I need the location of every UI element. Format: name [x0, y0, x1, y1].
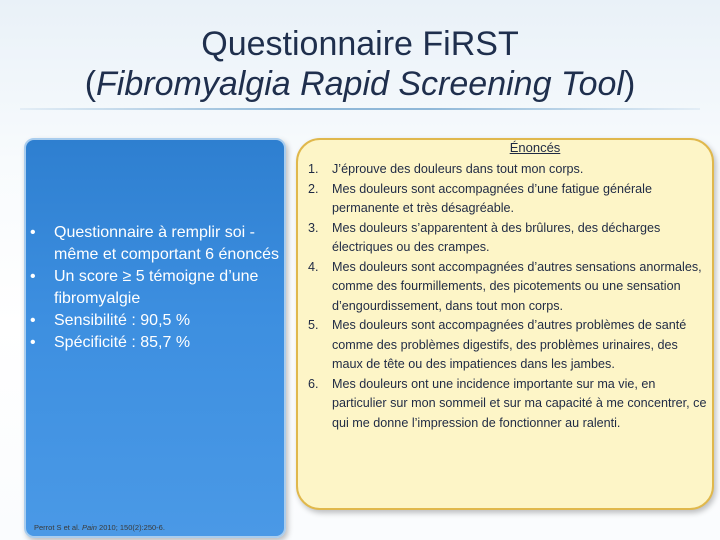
- bullet-item: [30, 310, 280, 332]
- statement-text: Mes douleurs sont accompagnées d’autres sensations anormales, comme des fourmillements, des picotements ou une sensation d’engourdissement, dans tout mon corps.: [332, 259, 702, 313]
- title-subtitle: Fibromyalgia Rapid Screening Tool: [96, 65, 624, 103]
- statement-text: Mes douleurs sont accompagnées d’autres problèmes de santé comme des problèmes digestifs, des problèmes urinaires, des maux de tête ou des impatiences dans les jambes.: [332, 318, 687, 371]
- bullet-text: Questionnaire à remplir soi -même et comportant 6 énoncés: [54, 224, 280, 263]
- bullet-text: Sensibilité : 90,5 %: [54, 312, 191, 329]
- statement-number: 4.: [308, 259, 319, 274]
- statements-list: [308, 160, 708, 433]
- statement-number: 2.: [308, 181, 319, 196]
- statements-heading: Énoncés: [509, 140, 561, 155]
- summary-bullet-list: [30, 222, 280, 354]
- bullet-icon: •: [30, 268, 36, 285]
- citation-details: 2010; 150(2):250-6.: [96, 523, 165, 532]
- slide-title: [0, 24, 720, 104]
- bullet-item: [30, 266, 280, 310]
- title-line-2: [0, 64, 720, 104]
- title-line-1: Questionnaire FiRST: [201, 25, 519, 63]
- bullet-icon: •: [30, 312, 36, 329]
- bullet-text: Un score ≥ 5 témoigne d’une fibromyalgie: [54, 268, 259, 307]
- statement-number: 3.: [308, 220, 319, 235]
- bullet-icon: •: [30, 224, 36, 241]
- citation-authors: Perrot S et al.: [34, 523, 82, 532]
- statement-number: 5.: [308, 318, 319, 332]
- statement-number: 1.: [308, 162, 319, 176]
- citation-journal: Pain: [81, 523, 97, 532]
- statement-number: 6.: [308, 376, 319, 391]
- statement-item: [308, 316, 708, 375]
- citation: [34, 523, 165, 532]
- statement-item: [308, 219, 708, 258]
- bullet-text: Spécificité : 85,7 %: [54, 334, 191, 351]
- statement-item: [308, 160, 708, 180]
- statement-text: Mes douleurs sont accompagnées d’une fatigue générale permanente et très désagréable.: [332, 181, 652, 215]
- statement-item: [308, 258, 708, 317]
- statement-text: Mes douleurs s’apparentent à des brûlures, des décharges électriques ou des crampes.: [332, 220, 661, 254]
- statement-item: [308, 375, 708, 434]
- statement-text: J’éprouve des douleurs dans tout mon corps.: [332, 162, 584, 176]
- bullet-item: [30, 332, 280, 354]
- bullet-icon: •: [30, 334, 36, 351]
- title-paren-close: ): [623, 65, 636, 103]
- title-divider: [20, 108, 700, 110]
- title-paren-open: (: [84, 65, 97, 103]
- bullet-item: [30, 222, 280, 266]
- statement-text: Mes douleurs ont une incidence importante sur ma vie, en particulier sur mon sommeil et sur ma capacité à me concentrer, ce qui me donne l’impression de fonctionner au ralenti.: [332, 376, 707, 430]
- statement-item: [308, 180, 708, 219]
